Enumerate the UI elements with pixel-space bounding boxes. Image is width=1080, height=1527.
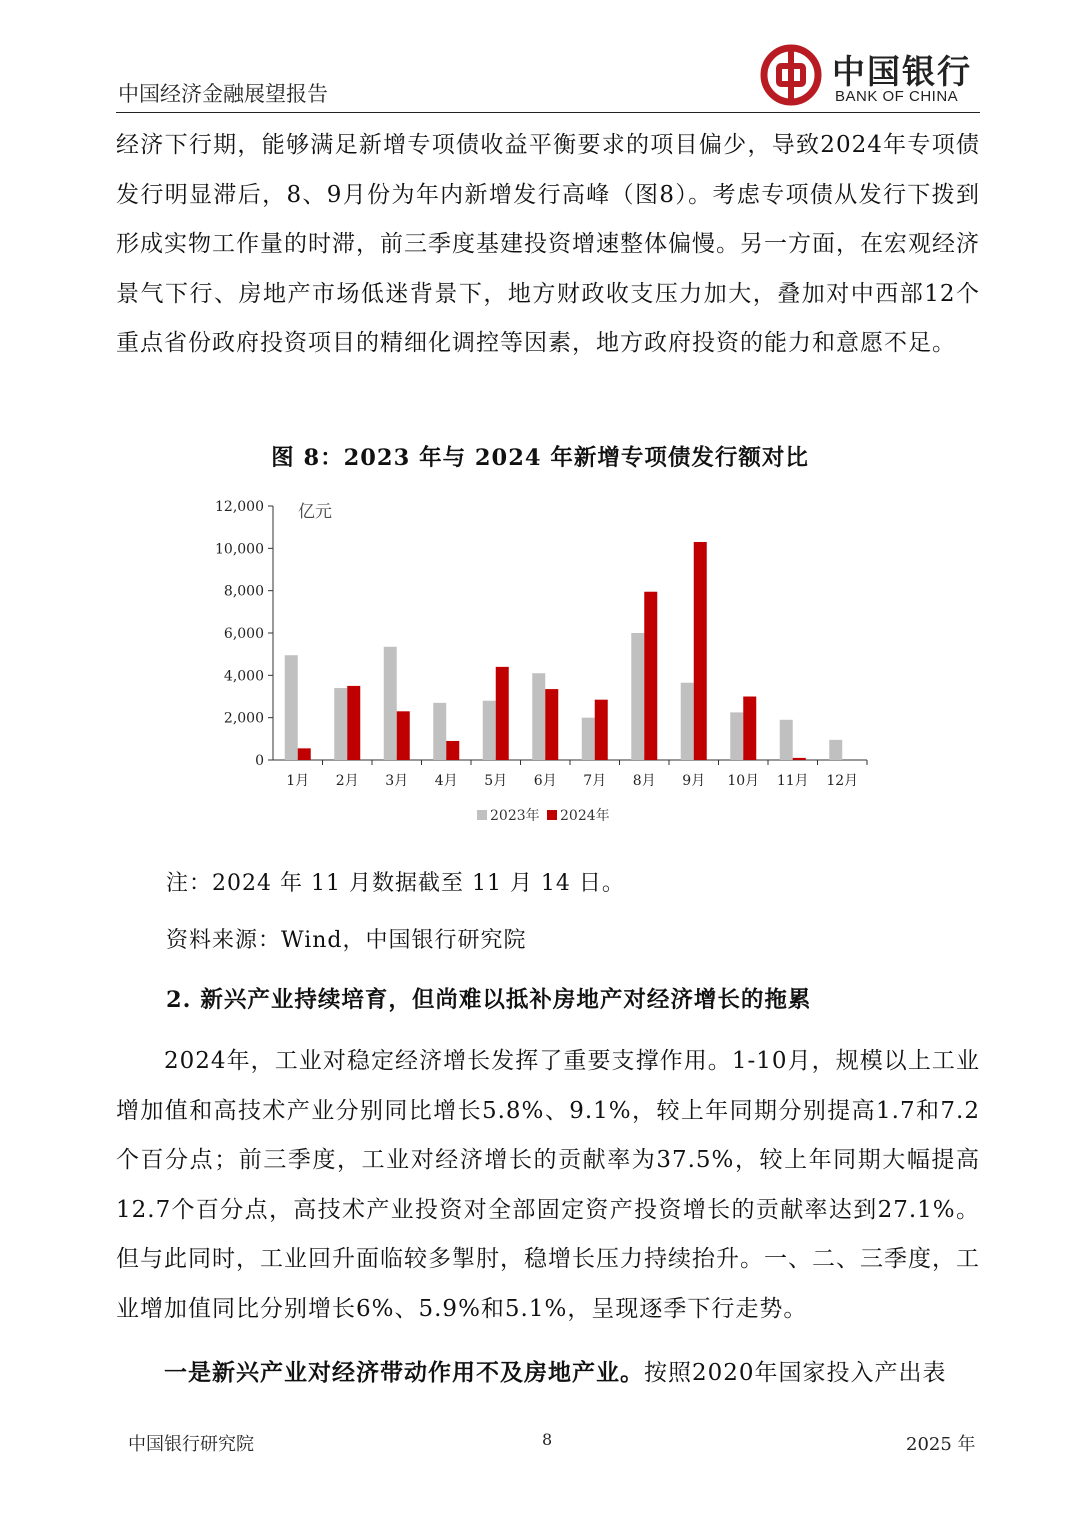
y-unit-label: 亿元 bbox=[298, 502, 332, 522]
legend-swatch bbox=[547, 810, 557, 820]
bank-logo bbox=[760, 44, 980, 108]
bar-2024年-1月 bbox=[298, 748, 311, 760]
page-number: 8 bbox=[542, 1430, 553, 1449]
y-tick-label: 2,000 bbox=[223, 710, 264, 727]
bar-2024年-6月 bbox=[545, 689, 558, 760]
x-tick-label: 12月 bbox=[826, 773, 859, 789]
x-tick-label: 8月 bbox=[632, 773, 656, 789]
y-tick-label: 4,000 bbox=[223, 668, 264, 685]
y-tick-label: 8,000 bbox=[223, 583, 264, 600]
bar-2024年-4月 bbox=[446, 741, 459, 760]
bar-2023年-1月 bbox=[285, 655, 298, 760]
bar-2023年-9月 bbox=[681, 683, 694, 760]
x-tick-label: 6月 bbox=[533, 773, 557, 789]
y-tick-label: 0 bbox=[255, 753, 264, 769]
paragraph-lead-bold: 一是新兴产业对经济带动作用不及房地产业。 bbox=[164, 1359, 644, 1386]
bar-2023年-8月 bbox=[631, 633, 644, 760]
section-heading: 2. 新兴产业持续培育，但尚难以抵补房地产对经济增长的拖累 bbox=[166, 987, 812, 1013]
logo-chinese-name: 中国银行 bbox=[832, 52, 972, 91]
bar-2023年-6月 bbox=[532, 673, 545, 760]
figure-note: 注：2024 年 11 月数据截至 11 月 14 日。 bbox=[166, 871, 625, 896]
bar-2024年-8月 bbox=[644, 592, 657, 760]
x-tick-label: 7月 bbox=[583, 773, 607, 789]
footer-org: 中国银行研究院 bbox=[128, 1434, 254, 1455]
header-divider bbox=[116, 112, 980, 113]
x-tick-label: 9月 bbox=[682, 773, 706, 789]
figure-title: 图 8：2023 年与 2024 年新增专项债发行额对比 bbox=[271, 445, 809, 471]
bar-2023年-3月 bbox=[384, 647, 397, 760]
bar-2024年-2月 bbox=[347, 686, 360, 760]
bar-2024年-9月 bbox=[694, 542, 707, 760]
bar-chart bbox=[210, 490, 890, 840]
legend-entry: 2024年 bbox=[560, 808, 610, 824]
bar-2023年-10月 bbox=[730, 712, 743, 760]
legend-swatch bbox=[477, 810, 487, 820]
bar-2023年-2月 bbox=[334, 688, 347, 760]
y-tick-label: 6,000 bbox=[223, 626, 264, 642]
x-tick-label: 11月 bbox=[776, 773, 809, 789]
figure-source: 资料来源：Wind，中国银行研究院 bbox=[166, 928, 527, 953]
bar-2023年-5月 bbox=[483, 701, 496, 760]
footer-year: 2025 年 bbox=[906, 1434, 976, 1455]
bar-2023年-12月 bbox=[829, 740, 842, 760]
body-paragraph-1: 经济下行期，能够满足新增专项债收益平衡要求的项目偏少，导致2024年专项债发行明显滞后，8、9月份为年内新增发行高峰（图8）。考虑专项债从发行下拨到形成实物工作量的时滞，前三季度基建投资增速整体偏慢。另一方面，在宏观经济景气下行、房地产市场低迷背景下，地方财政收支压力加大，叠加对中西部12个重点省份政府投资项目的精细化调控等因素，地方政府投资的能力和意愿不足。 bbox=[116, 132, 980, 356]
bar-2024年-11月 bbox=[793, 758, 806, 760]
chart-labels bbox=[215, 499, 858, 824]
bar-2024年-3月 bbox=[397, 711, 410, 760]
bar-2024年-7月 bbox=[595, 700, 608, 760]
x-tick-label: 10月 bbox=[727, 773, 760, 789]
bar-2023年-11月 bbox=[780, 720, 793, 760]
paragraph-lead-text: 按照2020年国家投入产出表 bbox=[644, 1360, 947, 1386]
chart-bars bbox=[285, 542, 843, 760]
x-tick-label: 5月 bbox=[484, 773, 508, 789]
logo-english-name: BANK OF CHINA bbox=[835, 88, 959, 105]
bar-2024年-10月 bbox=[743, 697, 756, 761]
bank-of-china-emblem-icon bbox=[760, 44, 822, 106]
x-tick-label: 1月 bbox=[286, 773, 310, 789]
x-tick-label: 3月 bbox=[385, 773, 409, 789]
bar-2023年-4月 bbox=[433, 703, 446, 760]
x-tick-label: 2月 bbox=[335, 773, 359, 789]
body-paragraph-3 bbox=[116, 1348, 980, 1399]
y-tick-label: 12,000 bbox=[215, 499, 264, 515]
y-tick-label: 10,000 bbox=[215, 541, 264, 558]
body-paragraph-2: 2024年，工业对稳定经济增长发挥了重要支撑作用。1-10月，规模以上工业增加值和高技术产业分别同比增长5.8%、9.1%，较上年同期分别提高1.7和7.2个百分点；前三季度，工业对经济增长的贡献率为37.5%，较上年同期大幅提高12.7个百分点，高技术产业投资对全部固定资产投资增长的贡献率达到27.1%。但与此同时，工业回升面临较多掣肘，稳增长压力持续抬升。一、二、三季度，工业增加值同比分别增长6%、5.9%和5.1%，呈现逐季下行走势。 bbox=[116, 1048, 980, 1322]
report-title: 中国经济金融展望报告 bbox=[118, 82, 328, 106]
legend-entry: 2023年 bbox=[490, 808, 540, 824]
x-tick-label: 4月 bbox=[434, 773, 458, 789]
bar-2024年-5月 bbox=[496, 667, 509, 760]
bar-2023年-7月 bbox=[582, 718, 595, 760]
